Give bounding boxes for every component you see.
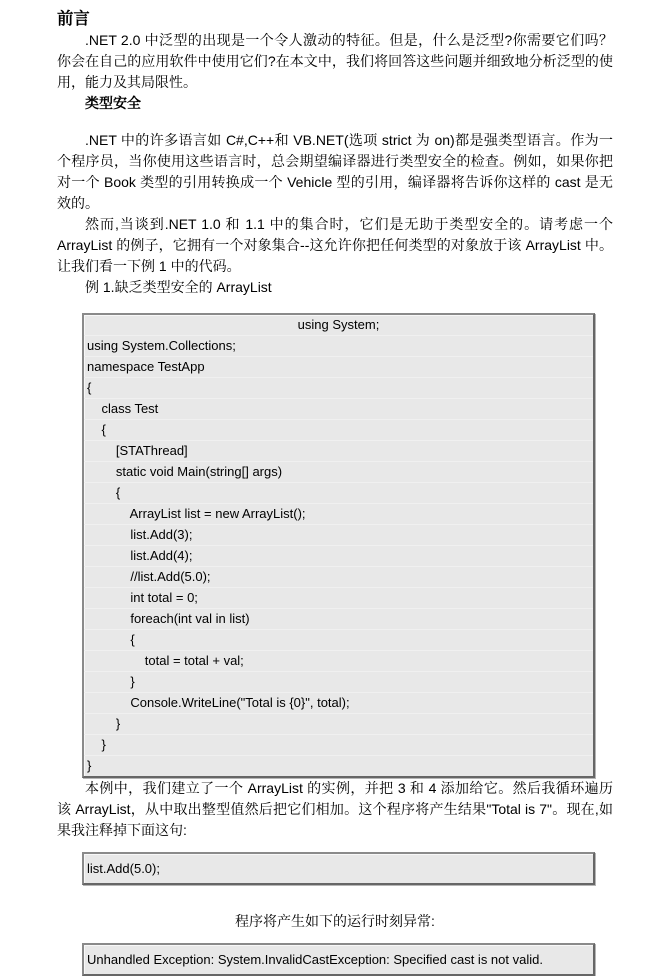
example1-caption: 例 1.缺乏类型安全的 ArrayList xyxy=(85,279,272,295)
code-line: namespace TestApp xyxy=(84,357,593,378)
code-line: using System; xyxy=(84,315,593,336)
code-line: [STAThread] xyxy=(84,441,593,462)
preface-heading: 前言 xyxy=(57,10,90,28)
code-snippet-box: list.Add(5.0); xyxy=(82,852,595,885)
type-safety-heading: 类型安全 xyxy=(85,95,141,111)
code-block-example1 xyxy=(82,313,595,778)
code-line: using System.Collections; xyxy=(84,336,593,357)
code-line: //list.Add(5.0); xyxy=(84,567,593,588)
code-line: int total = 0; xyxy=(84,588,593,609)
code-line: list.Add(3); xyxy=(84,525,593,546)
code-line: } xyxy=(87,758,92,773)
code-line: { xyxy=(84,378,593,399)
code-line: static void Main(string[] args) xyxy=(84,462,593,483)
languages-paragraph: .NET 中的许多语言如 C#,C++和 VB.NET(选项 strict 为 on)都是强类型语言。作为一个程序员，当你使用这些语言时，总会期望编译器进行类型安全的检查。例如，如果你把对一个 Book 类型的引用转换成一个 Vehicle 型的引用，编译器将告诉你这样的 cast 是无效的。 xyxy=(57,132,613,211)
collections-paragraph: 然而,当谈到.NET 1.0 和 1.1 中的集合时，它们是无助于类型安全的。请考虑一个 ArrayList 的例子，它拥有一个对象集合--这允许你把任何类型的对象放于该 ArrayList 中。让我们看一下例 1 中的代码。 xyxy=(57,216,613,274)
exception-output-box: Unhandled Exception: System.InvalidCastException: Specified cast is not valid. xyxy=(82,943,595,976)
runtime-exception-note: 程序将产生如下的运行时刻异常: xyxy=(235,913,435,929)
explanation-paragraph: 本例中，我们建立了一个 ArrayList 的实例，并把 3 和 4 添加给它。然后我循环遍历该 ArrayList，从中取出整型值然后把它们相加。这个程序将产生结果"Total is 7"。现在,如果我注释掉下面这句: xyxy=(57,780,613,838)
code-line: total = total + val; xyxy=(84,651,593,672)
code-line: } xyxy=(84,714,593,735)
code-line: ArrayList list = new ArrayList(); xyxy=(84,504,593,525)
code-line: } xyxy=(84,672,593,693)
code-line: class Test xyxy=(84,399,593,420)
code-line: { xyxy=(84,630,593,651)
code-line: list.Add(4); xyxy=(84,546,593,567)
intro-paragraph: .NET 2.0 中泛型的出现是一个令人激动的特征。但是，什么是泛型?你需要它们吗？你会在自己的应用软件中使用它们?在本文中，我们将回答这些问题并细致地分析泛型的使用，能力及其局限性。 xyxy=(57,32,613,90)
code-line: { xyxy=(84,420,593,441)
code-line: foreach(int val in list) xyxy=(84,609,593,630)
code-line: } xyxy=(84,735,593,756)
code-line: Console.WriteLine("Total is {0}", total); xyxy=(84,693,593,714)
code-line: { xyxy=(84,483,593,504)
